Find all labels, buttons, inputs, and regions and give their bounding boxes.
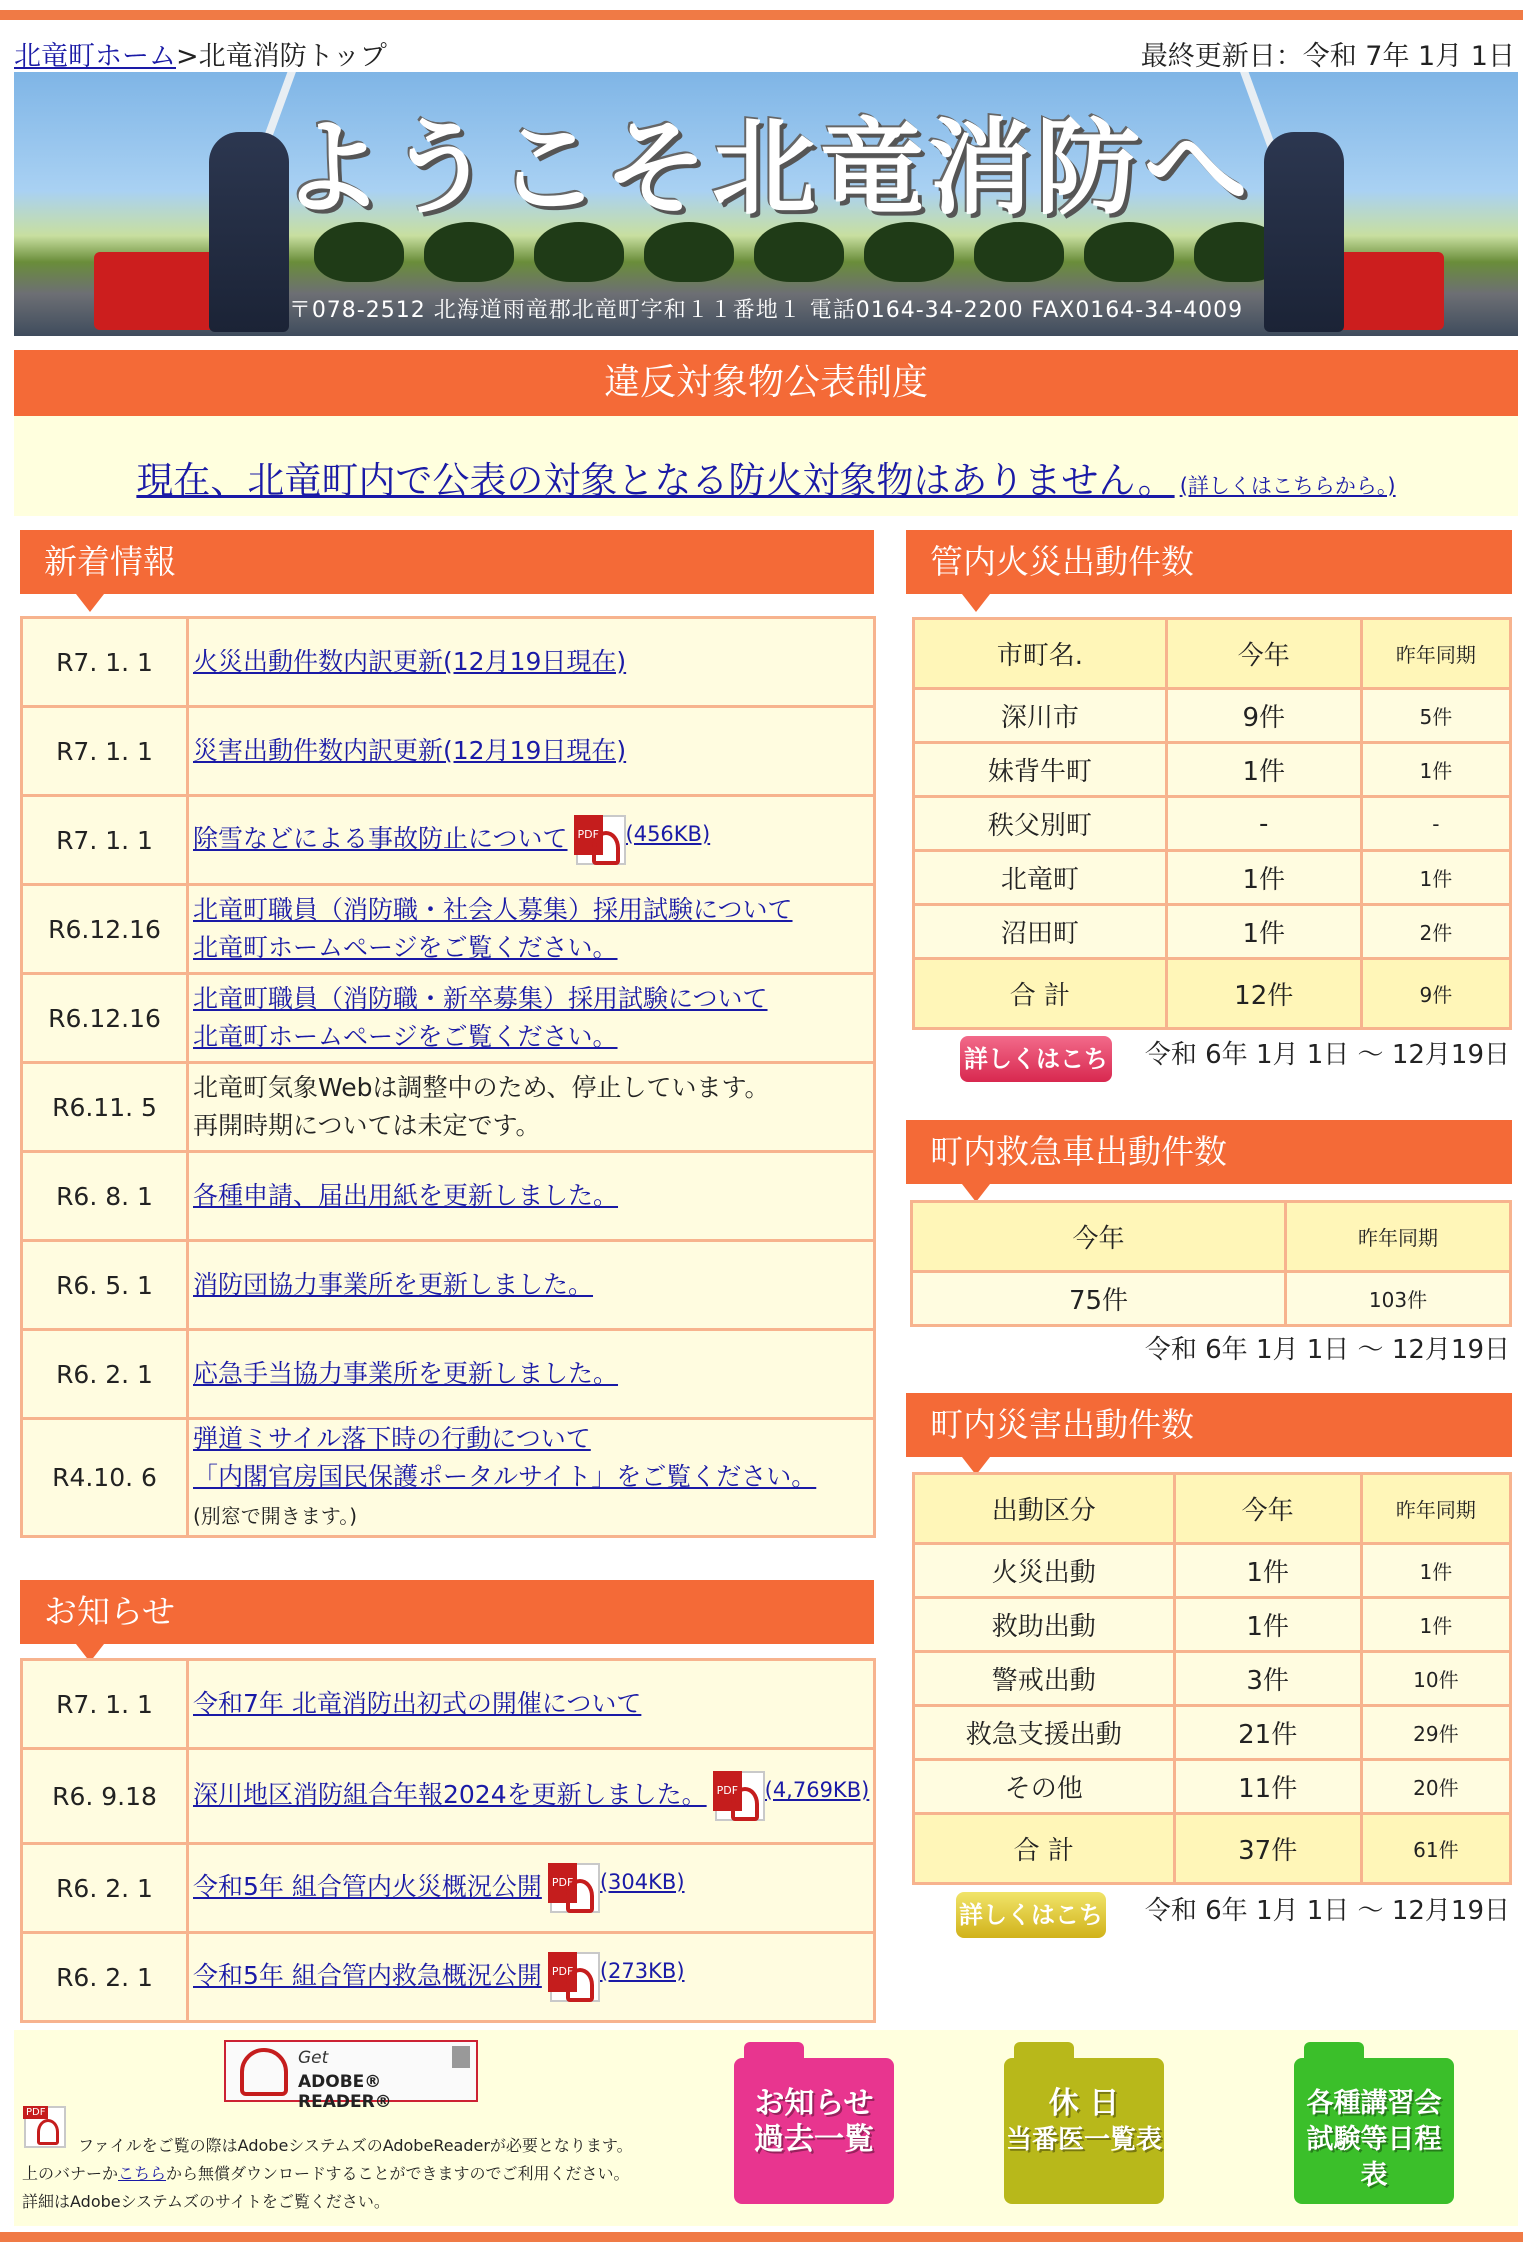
pdf-icon[interactable]	[550, 1952, 600, 2002]
footer-panel	[14, 2030, 1518, 2226]
news-link[interactable]: 災害出動件数内訳更新(12月19日現在)	[193, 736, 627, 765]
news-body	[188, 1419, 875, 1537]
news-link[interactable]: 弾道ミサイル落下時の行動について	[193, 1424, 591, 1453]
fire_stats-header-row-cell: 昨年同期	[1361, 619, 1510, 689]
pdf-size-link[interactable]: (4,769KB)	[764, 1778, 870, 1802]
news-row	[22, 1241, 875, 1330]
news-text: 再開時期については未定です。	[193, 1111, 541, 1140]
oshirase-row	[22, 1749, 875, 1844]
adobe-get-text: Get	[298, 2048, 329, 2068]
fire_stats-total-row	[914, 959, 1511, 1029]
ambulance-value-row	[912, 1272, 1511, 1326]
ambulance-this-year: 75件	[912, 1272, 1286, 1326]
banner-address: 〒078-2512 北海道雨竜郡北竜町字和１１番地１ 電話0164-34-2200 FAX0164-34-4009	[288, 298, 1244, 323]
disaster_stats-header-row-cell: 出動区分	[914, 1474, 1175, 1544]
adobe-reader-text: ADOBE® READER®	[298, 2072, 392, 2112]
disaster_stats-total-row-cell: 合 計	[914, 1814, 1175, 1884]
fire_stats-row-cell: 1件	[1166, 905, 1361, 959]
oshirase-link[interactable]: 令和7年 北竜消防出初式の開催について	[193, 1689, 642, 1718]
header-banner	[14, 72, 1518, 336]
fire_stats-row-cell: 妹背牛町	[914, 743, 1167, 797]
training-schedule-button[interactable]: 各種講習会 試験等日程表	[1294, 2058, 1454, 2204]
news-note: (別窓で開きます。)	[193, 1504, 358, 1528]
adobe-download-link[interactable]: こちら	[118, 2164, 167, 2183]
news-date: R7. 1. 1	[22, 707, 188, 796]
news-body	[188, 1330, 875, 1419]
fire-stats-table	[912, 617, 1512, 1030]
oshirase-date: R6. 9.18	[22, 1749, 188, 1844]
disaster_stats-row-cell: 救急支援出動	[914, 1706, 1175, 1760]
disaster_stats-row-cell: 20件	[1361, 1760, 1510, 1814]
disaster_stats-total-row-cell: 61件	[1361, 1814, 1510, 1884]
pdf-size-link[interactable]: (456KB)	[625, 822, 711, 846]
pdf-icon[interactable]	[550, 1863, 600, 1913]
fire_stats-row-cell: 1件	[1361, 743, 1510, 797]
disaster_stats-row-cell: 1件	[1361, 1544, 1510, 1598]
news-date: R7. 1. 1	[22, 796, 188, 885]
adobe-logo-icon	[240, 2048, 288, 2096]
oshirase-body	[188, 1844, 875, 1933]
pdf-icon[interactable]	[715, 1771, 765, 1821]
news-row	[22, 618, 875, 707]
news-date: R6.12.16	[22, 885, 188, 974]
banner-title: ようこそ北竜消防へ	[279, 107, 1252, 229]
fire_stats-row	[914, 797, 1511, 851]
news-date: R4.10. 6	[22, 1419, 188, 1537]
adobe-note-line2: 上のバナーかこちらから無償ダウンロードすることができますのでご利用ください。	[22, 2164, 630, 2183]
disaster-stats-table	[912, 1472, 1512, 1885]
news-date: R6. 2. 1	[22, 1330, 188, 1419]
disaster_stats-row-cell: 1件	[1361, 1598, 1510, 1652]
news-body	[188, 974, 875, 1063]
ambulance-stats-period: 令和 6年 1月 1日 ～ 12月19日	[1144, 1335, 1510, 1365]
news-text: 北竜町気象Webは調整中のため、停止しています。	[193, 1073, 770, 1102]
pdf-size-link[interactable]: (273KB)	[599, 1959, 685, 1983]
disaster_stats-row-cell: 10件	[1361, 1652, 1510, 1706]
news-link[interactable]: 応急手当協力事業所を更新しました。	[193, 1359, 619, 1388]
fire-detail-button[interactable]: 詳しくはこちら	[960, 1036, 1112, 1082]
top-accent-bar	[0, 10, 1523, 20]
news-body	[188, 796, 875, 885]
fire_stats-row-cell: 秩父別町	[914, 797, 1167, 851]
news-row	[22, 885, 875, 974]
oshirase-link[interactable]: 令和5年 組合管内火災概況公開	[193, 1872, 542, 1901]
fire_stats-header-row-cell: 今年	[1166, 619, 1361, 689]
news-link[interactable]: 火災出動件数内訳更新(12月19日現在)	[193, 647, 627, 676]
news-link[interactable]: 北竜町職員（消防職・社会人募集）採用試験について	[193, 895, 793, 924]
notice-message-link[interactable]: 現在、北竜町内で公表の対象となる防火対象物はありません。	[136, 459, 1175, 502]
adobe-note-line3: 詳細はAdobeシステムズのサイトをご覧ください。	[22, 2192, 390, 2211]
breadcrumb-home-link[interactable]: 北竜町ホーム	[14, 41, 176, 72]
ambulance-last-year: 103件	[1286, 1272, 1511, 1326]
oshirase-body	[188, 1660, 875, 1749]
news-date: R6. 8. 1	[22, 1152, 188, 1241]
news-date: R7. 1. 1	[22, 618, 188, 707]
disaster_stats-row	[914, 1652, 1511, 1706]
fire_stats-row-cell: 沼田町	[914, 905, 1167, 959]
fire_stats-row-cell: 2件	[1361, 905, 1510, 959]
news-row	[22, 1419, 875, 1537]
news-link[interactable]: 「内閣官房国民保護ポータルサイト」をご覧ください。	[193, 1462, 817, 1491]
oshirase-date: R6. 2. 1	[22, 1844, 188, 1933]
oshirase-body	[188, 1749, 875, 1844]
breadcrumb	[14, 34, 387, 73]
news-link[interactable]: 除雪などによる事故防止について	[193, 824, 568, 853]
ambulance-header-this-year: 今年	[912, 1202, 1286, 1272]
fire_stats-row-cell: 9件	[1166, 689, 1361, 743]
oshirase-link[interactable]: 令和5年 組合管内救急概況公開	[193, 1961, 542, 1990]
disaster_stats-row-cell: 警戒出動	[914, 1652, 1175, 1706]
fire_stats-row	[914, 851, 1511, 905]
disaster_stats-row-cell: 21件	[1174, 1706, 1361, 1760]
news-body	[188, 1152, 875, 1241]
fire_stats-row	[914, 689, 1511, 743]
news-row	[22, 974, 875, 1063]
disaster_stats-total-row-cell: 37件	[1174, 1814, 1361, 1884]
news-row	[22, 1152, 875, 1241]
fire_stats-row-cell: 1件	[1166, 743, 1361, 797]
disaster-stats-heading: 町内災害出動件数	[906, 1393, 1512, 1457]
fire_stats-row-cell: 1件	[1166, 851, 1361, 905]
disaster_stats-row-cell: その他	[914, 1760, 1175, 1814]
disaster_stats-row	[914, 1598, 1511, 1652]
breadcrumb-separator: >	[176, 41, 199, 72]
fire_stats-row-cell: -	[1361, 797, 1510, 851]
disaster_stats-row-cell: 救助出動	[914, 1598, 1175, 1652]
fire_stats-header-row-cell: 市町名.	[914, 619, 1167, 689]
oshirase-row	[22, 1844, 875, 1933]
pdf-icon[interactable]	[576, 815, 626, 865]
fire_stats-row-cell: 5件	[1361, 689, 1510, 743]
past-notices-button[interactable]: お知らせ 過去一覧	[734, 2058, 894, 2204]
disaster_stats-header-row	[914, 1474, 1511, 1544]
pdf-size-link[interactable]: (304KB)	[599, 1870, 685, 1894]
oshirase-table	[20, 1658, 876, 2023]
notice-panel	[14, 416, 1518, 516]
disaster_stats-row	[914, 1706, 1511, 1760]
news-body	[188, 707, 875, 796]
oshirase-link[interactable]: 深川地区消防組合年報2024を更新しました。	[193, 1780, 707, 1809]
oshirase-body	[188, 1933, 875, 2022]
notice-detail-link[interactable]: (詳しくはこちらから。)	[1179, 474, 1396, 498]
news-date: R6.12.16	[22, 974, 188, 1063]
news-date: R6.11. 5	[22, 1063, 188, 1152]
news-heading: 新着情報	[20, 530, 874, 594]
adobe-note-line1: ファイルをご覧の際はAdobeシステムズのAdobeReaderが必要となります。	[78, 2136, 633, 2155]
fire_stats-header-row	[914, 619, 1511, 689]
adobe-note	[22, 2132, 633, 2216]
ambulance-header-row	[912, 1202, 1511, 1272]
news-body	[188, 885, 875, 974]
disaster_stats-row-cell: 1件	[1174, 1598, 1361, 1652]
fire_stats-total-row-cell: 12件	[1166, 959, 1361, 1029]
news-link[interactable]: 各種申請、届出用紙を更新しました。	[193, 1181, 619, 1210]
fire_stats-row	[914, 743, 1511, 797]
news-link[interactable]: 北竜町職員（消防職・新卒募集）採用試験について	[193, 984, 768, 1013]
fire-stats-period: 令和 6年 1月 1日 ～ 12月19日	[1144, 1040, 1510, 1070]
disaster_stats-row-cell: 11件	[1174, 1760, 1361, 1814]
disaster-stats-period: 令和 6年 1月 1日 ～ 12月19日	[1144, 1896, 1510, 1926]
disaster_stats-row-cell: 3件	[1174, 1652, 1361, 1706]
news-link[interactable]: 北竜町ホームページをご覧ください。	[193, 1022, 618, 1051]
fire-stats-heading: 管内火災出動件数	[906, 530, 1512, 594]
download-arrow-icon	[452, 2046, 470, 2068]
ambulance-stats-table	[910, 1200, 1512, 1327]
adobe-reader-banner[interactable]	[224, 2040, 478, 2112]
disaster_stats-row	[914, 1544, 1511, 1598]
oshirase-row	[22, 1660, 875, 1749]
fire_stats-total-row-cell: 合 計	[914, 959, 1167, 1029]
oshirase-row	[22, 1933, 875, 2022]
news-row	[22, 1063, 875, 1152]
news-body	[188, 618, 875, 707]
disaster_stats-row-cell: 火災出動	[914, 1544, 1175, 1598]
news-row	[22, 1330, 875, 1419]
fire_stats-row-cell: 北竜町	[914, 851, 1167, 905]
ambulance-header-last-year: 昨年同期	[1286, 1202, 1511, 1272]
fire_stats-row-cell: 1件	[1361, 851, 1510, 905]
last-updated: 最終更新日：令和 7年 1月 1日	[1140, 41, 1515, 72]
oshirase-heading: お知らせ	[20, 1580, 874, 1644]
fire_stats-row-cell: 深川市	[914, 689, 1167, 743]
disaster_stats-row	[914, 1760, 1511, 1814]
fire_stats-row	[914, 905, 1511, 959]
news-link[interactable]: 消防団協力事業所を更新しました。	[193, 1270, 594, 1299]
news-row	[22, 796, 875, 885]
holiday-doctor-button[interactable]: 休 日 当番医一覧表	[1004, 2058, 1164, 2204]
fire_stats-row-cell: -	[1166, 797, 1361, 851]
disaster_stats-header-row-cell: 今年	[1174, 1474, 1361, 1544]
oshirase-date: R7. 1. 1	[22, 1660, 188, 1749]
news-body	[188, 1241, 875, 1330]
news-body	[188, 1063, 875, 1152]
disaster_stats-row-cell: 29件	[1361, 1706, 1510, 1760]
bottom-accent-bar	[0, 2232, 1523, 2242]
notice-heading: 違反対象物公表制度	[14, 350, 1518, 416]
ambulance-stats-heading: 町内救急車出動件数	[906, 1120, 1512, 1184]
news-table	[20, 616, 876, 1538]
news-link[interactable]: 北竜町ホームページをご覧ください。	[193, 933, 618, 962]
disaster_stats-total-row	[914, 1814, 1511, 1884]
disaster-detail-button[interactable]: 詳しくはこちら	[956, 1892, 1106, 1938]
fire_stats-total-row-cell: 9件	[1361, 959, 1510, 1029]
oshirase-date: R6. 2. 1	[22, 1933, 188, 2022]
disaster_stats-row-cell: 1件	[1174, 1544, 1361, 1598]
disaster_stats-header-row-cell: 昨年同期	[1361, 1474, 1510, 1544]
breadcrumb-current: 北竜消防トップ	[198, 41, 387, 72]
news-date: R6. 5. 1	[22, 1241, 188, 1330]
news-row	[22, 707, 875, 796]
